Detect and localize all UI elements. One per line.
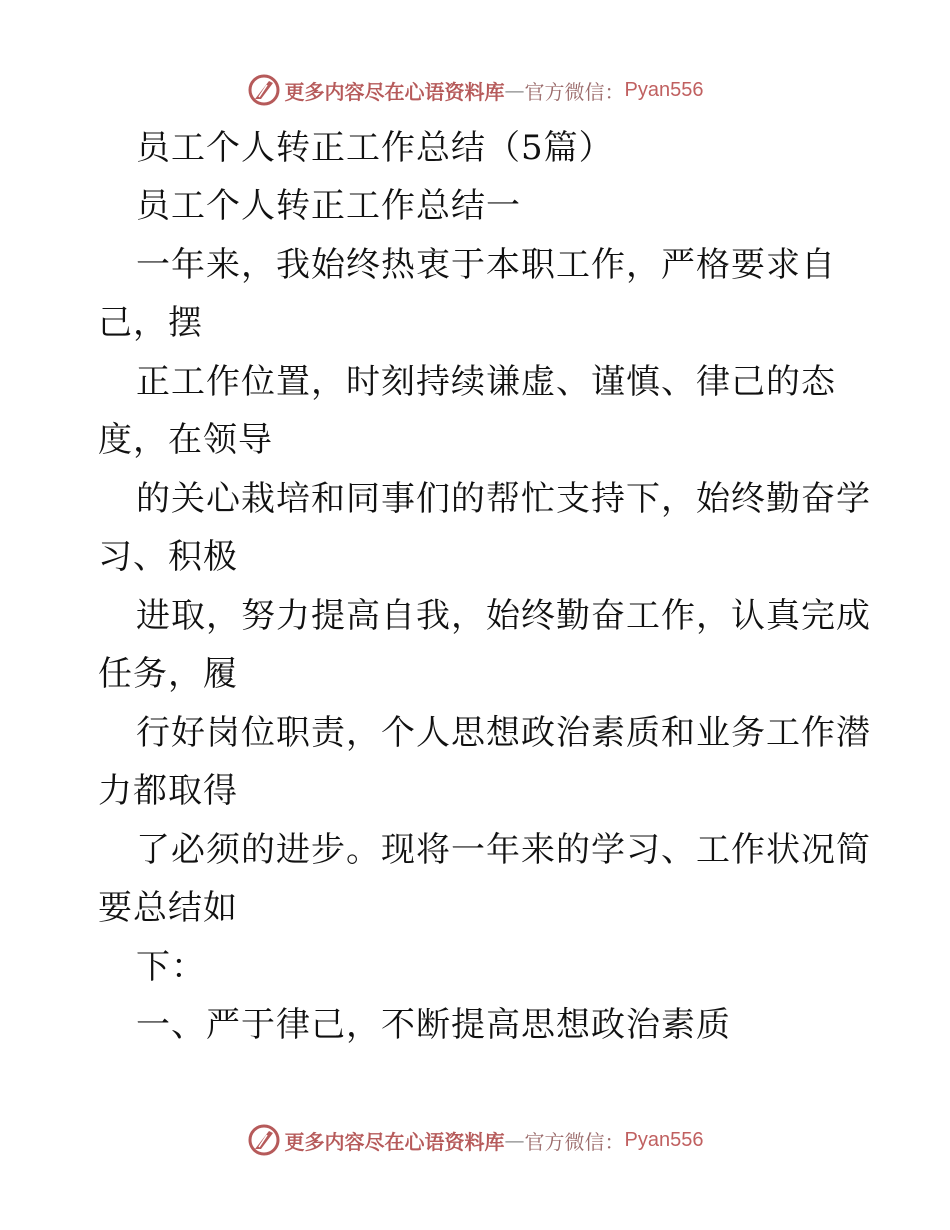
paragraph-line: 习、积极 — [98, 537, 238, 577]
footer-banner — [0, 1120, 950, 1160]
paragraph-line: 度，在领导 — [98, 420, 273, 460]
paragraph-line: 一年来，我始终热衷于本职工作，严格要求自 — [136, 245, 836, 285]
paragraph-line: 行好岗位职责，个人思想政治素质和业务工作潜 — [136, 713, 871, 753]
banner-wechat-id: Pyan556 — [624, 1128, 704, 1151]
banner-separator: — — [504, 1128, 525, 1152]
banner-wechat-id: Pyan556 — [624, 78, 704, 101]
paragraph-line: 的关心栽培和同事们的帮忙支持下，始终勤奋学 — [136, 479, 871, 519]
section-heading: 一、严于律己，不断提高思想政治素质 — [136, 1005, 731, 1045]
paragraph-line: 己，摆 — [98, 303, 203, 343]
paragraph-line: 要总结如 — [98, 888, 238, 928]
paragraph-line: 正工作位置，时刻持续谦虚、谨慎、律己的态 — [136, 362, 836, 402]
paragraph-line: 下： — [136, 947, 206, 987]
banner-main-text: 更多内容尽在心语资料库 — [284, 79, 505, 104]
paragraph-line: 了必须的进步。现将一年来的学习、工作状况简 — [136, 830, 871, 870]
paragraph-line: 任务，履 — [98, 654, 238, 694]
paragraph-line: 进取，努力提高自我，始终勤奋工作，认真完成 — [136, 596, 871, 636]
banner-wechat-label: 官方微信： — [524, 1129, 625, 1154]
banner-main-text: 更多内容尽在心语资料库 — [284, 1129, 505, 1154]
document-title: 员工个人转正工作总结（5篇） — [136, 128, 614, 168]
document-subtitle: 员工个人转正工作总结一 — [136, 186, 521, 226]
banner-wechat-label: 官方微信： — [524, 79, 625, 104]
paragraph-line: 力都取得 — [98, 771, 238, 811]
banner-separator: — — [504, 78, 525, 102]
quill-logo-icon — [247, 1123, 281, 1157]
